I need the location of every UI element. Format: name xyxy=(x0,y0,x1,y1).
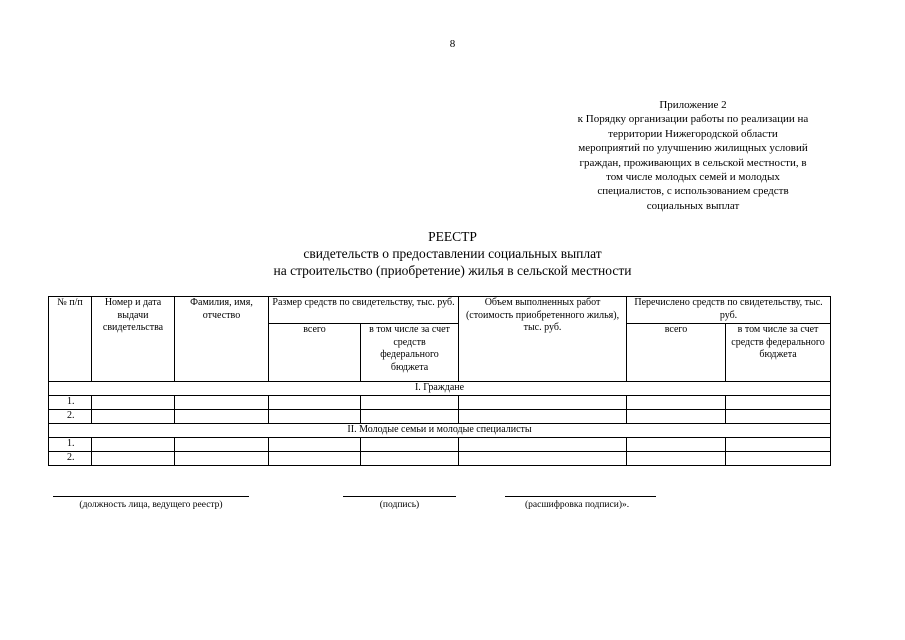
table-cell xyxy=(627,452,726,466)
appendix-line: к Порядку организации работы по реализации на xyxy=(577,113,809,126)
table-cell xyxy=(269,396,361,410)
table-cell xyxy=(269,452,361,466)
table-cell xyxy=(269,438,361,452)
row-number: 2. xyxy=(49,410,92,424)
document-title xyxy=(0,228,905,279)
title-line: свидетельств о предоставлении социальных выплат xyxy=(303,246,602,261)
position-caption: (должность лица, ведущего реестр) xyxy=(79,500,223,510)
table-cell xyxy=(361,452,459,466)
header-works: Объем выполненных работ (стоимость приобретенного жилья), тыс. руб. xyxy=(459,297,627,382)
title-line: на строительство (приобретение) жилья в сельской местности xyxy=(273,263,632,278)
appendix-line: граждан, проживающих в сельской местности, в xyxy=(579,156,807,169)
table-cell xyxy=(726,438,831,452)
header-transferred: Перечислено средств по свидетельству, тыс. руб. xyxy=(627,297,831,324)
header-amount: Размер средств по свидетельству, тыс. руб. xyxy=(269,297,459,324)
signature-line xyxy=(343,496,456,497)
table-cell xyxy=(459,438,627,452)
header-transferred-total: всего xyxy=(627,324,726,382)
table-cell xyxy=(361,410,459,424)
table-cell xyxy=(459,410,627,424)
table-cell xyxy=(175,452,269,466)
appendix-line: том числе молодых семей и молодых xyxy=(606,171,780,184)
row-number: 1. xyxy=(49,396,92,410)
section-row xyxy=(49,424,831,438)
appendix-line: мероприятий по улучшению жилищных условий xyxy=(578,142,808,155)
header-row xyxy=(49,297,831,324)
table-cell xyxy=(627,438,726,452)
table-cell xyxy=(361,438,459,452)
decoding-signature-line xyxy=(505,496,656,497)
table-row xyxy=(49,438,831,452)
table-cell xyxy=(175,396,269,410)
header-number-date: Номер и дата выдачи свидетельства xyxy=(92,297,175,382)
position-signature-line xyxy=(53,496,249,497)
appendix-line: Приложение 2 xyxy=(659,99,727,111)
table-cell xyxy=(175,410,269,424)
header-num: № п/п xyxy=(49,297,92,382)
table-cell xyxy=(459,452,627,466)
header-amount-total: всего xyxy=(269,324,361,382)
table-cell xyxy=(459,396,627,410)
signature-caption: (подпись) xyxy=(379,500,420,510)
section-title: II. Молодые семьи и молодые специалисты xyxy=(49,424,831,438)
page-number: 8 xyxy=(449,38,456,50)
table-cell xyxy=(361,396,459,410)
table-cell xyxy=(269,410,361,424)
table-cell xyxy=(92,410,175,424)
decoding-caption: (расшифровка подписи)». xyxy=(525,500,630,510)
table-row xyxy=(49,396,831,410)
appendix-line: социальных выплат xyxy=(646,199,740,212)
table-cell xyxy=(92,452,175,466)
table-cell xyxy=(726,410,831,424)
title-line: РЕЕСТР xyxy=(428,229,477,244)
table-cell xyxy=(92,438,175,452)
table-cell xyxy=(627,396,726,410)
appendix-note xyxy=(548,98,838,213)
table-cell xyxy=(627,410,726,424)
table-row xyxy=(49,452,831,466)
table-cell xyxy=(175,438,269,452)
table-row xyxy=(49,410,831,424)
row-number: 1. xyxy=(49,438,92,452)
registry-table xyxy=(48,296,831,466)
header-fio: Фамилия, имя, отчество xyxy=(175,297,269,382)
section-title: I. Граждане xyxy=(49,382,831,396)
appendix-line: специалистов, с использованием средств xyxy=(597,185,789,198)
table-cell xyxy=(92,396,175,410)
appendix-line: территории Нижегородской области xyxy=(608,127,778,140)
header-amount-federal: в том числе за счет средств федерального бюджета xyxy=(361,324,459,382)
header-transferred-federal: в том числе за счет средств федерального бюджета xyxy=(726,324,831,382)
section-row xyxy=(49,382,831,396)
table-cell xyxy=(726,396,831,410)
row-number: 2. xyxy=(49,452,92,466)
table-cell xyxy=(726,452,831,466)
